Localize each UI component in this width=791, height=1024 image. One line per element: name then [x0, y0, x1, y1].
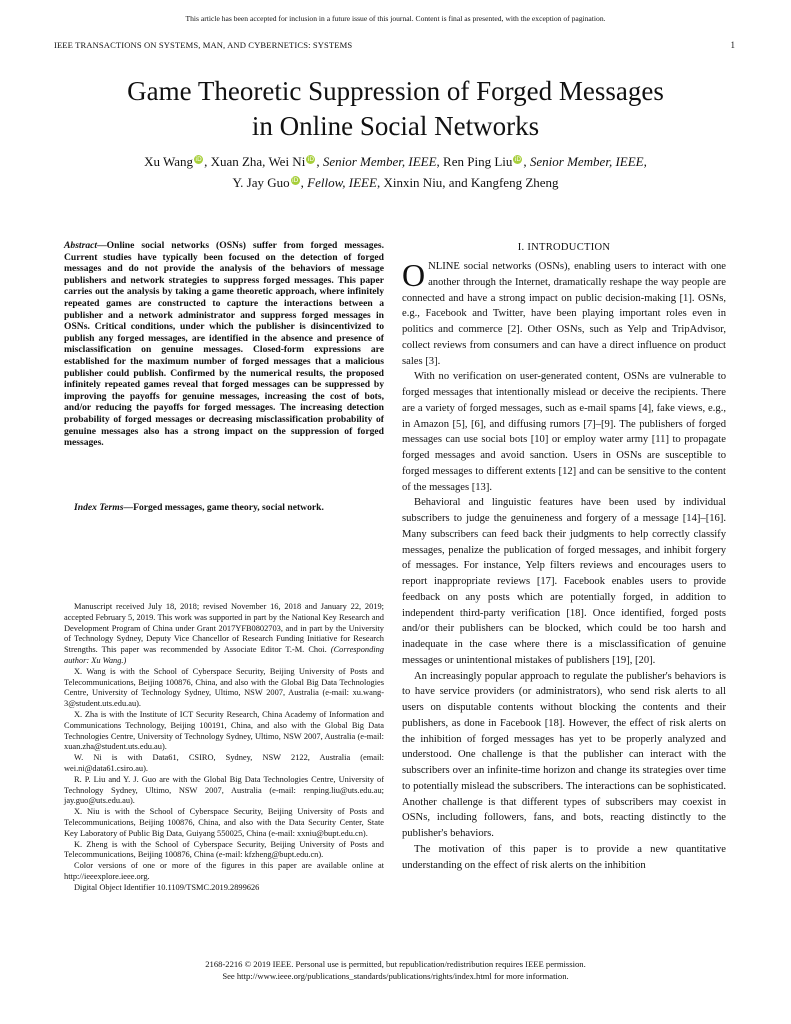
footnote-affiliation: X. Niu is with the School of Cyberspace Security, Beijing University of Posts and Telecommunications, Beijing 100876, China, and also with the Data Security Center, State Key Laboratory of Public Big Data, Guiyang 550025, China (e-mail: xxniu@bupt.edu.cn).	[64, 807, 384, 838]
author-role: Senior Member, IEEE	[322, 154, 437, 169]
paper-title	[40, 74, 751, 144]
footer-line-1: 2168-2216 © 2019 IEEE. Personal use is permitted, but republication/redistribution requires IEEE permission.	[205, 959, 586, 969]
author-line-1: Xu Wang iD , Xuan Zha, Wei Ni iD , Senior Member, IEEE, Ren Ping Liu iD , Senior Member, IEEE,	[144, 154, 647, 169]
title-line-2: in Online Social Networks	[251, 111, 540, 141]
intro-paragraph: With no verification on user-generated content, OSNs are vulnerable to forged messages that intentionally mislead or deceive the recipients. There are a variety of forged messages, such as e-mail spams [4], fake views, e.g., in Amazon [5], [6], and diffusing rumors [7]–[9]. The publishers of forged messages can use social bots [10] or employ water army [11] to propagate forged messages and avoid sanction. Users in OSNs are susceptible to forged messages to different extents [12] and can be sensitive to the content of the messages [13].	[402, 371, 726, 493]
author-name: , Ren Ping Liu	[436, 154, 513, 169]
index-terms-text: —Forged messages, game theory, social network.	[123, 502, 324, 513]
author-role: Senior Member, IEEE,	[529, 154, 647, 169]
footnote-affiliation: R. P. Liu and Y. J. Guo are with the Global Big Data Technologies Centre, University of Technology Sydney, Ultimo, NSW 2007, Australia (e-mail: renping.liu@uts.edu.au; jay.guo@uts.edu.au).	[64, 774, 384, 806]
introduction-body	[402, 259, 726, 873]
intro-paragraph: The motivation of this paper is to provide a new quantitative understanding on the effect of risk alerts on the inhibition	[402, 843, 726, 871]
author-name: Xu Wang	[144, 154, 194, 169]
abstract	[64, 240, 384, 449]
footnote-color-versions: Color versions of one or more of the figures in this paper are available online at http://ieeexplore.ieee.org.	[64, 861, 384, 881]
drop-cap: O	[402, 257, 426, 293]
corresponding-author: (Corresponding author: Xu Wang.)	[64, 645, 384, 665]
author-list	[60, 151, 731, 193]
running-head: IEEE TRANSACTIONS ON SYSTEMS, MAN, AND CYBERNETICS: SYSTEMS	[54, 40, 353, 50]
intro-paragraph	[402, 259, 726, 369]
abstract-text: —Online social networks (OSNs) suffer from forged messages. Current studies have typically been focused on the detection of forged messages and do not provide the analysis of the behaviors of message publishers and network strategies to suppress forged messages. This paper carries out the analysis by taking a game theoretic approach, where infinitely repeated games are constructed to capture the interactions between a publisher and a network administrator and suppress forged messages in OSNs. Critical conditions, under which the publisher is disincentivized to publish any forged messages, are identified in the absence and presence of misclassification on genuine messages. Closed-form expressions are established for the maximum number of forged messages that a malicious publisher could publish. Confirmed by the numerical results, the proposed infinitely repeated games reveal that forged messages can be suppressed by improving the payoffs for genuine messages, increasing the cost of bots, and/or reducing the payoffs for forged messages. The increasing detection probability of forged messages or decreasing misclassification probability of genuine messages also has a strong impact on the suppression of forged messages.	[64, 240, 384, 449]
author-role: Fellow, IEEE	[307, 175, 377, 190]
orcid-icon[interactable]: iD	[195, 156, 202, 163]
footnote-text: Manuscript received July 18, 2018; revised November 16, 2018 and January 22, 2019; accepted February 5, 2019. This work was supported in part by the National Key Research and Development Program of China under Grant 2017YFB0802703, and in part by the University of Technology Sydney, Deputy Vice Chancellor of Research Funding Initiative for Research Strengths. This paper was recommended by Associate Editor T.-M. Choi.	[64, 602, 384, 655]
footnote-affiliation: W. Ni is with Data61, CSIRO, Sydney, NSW 2122, Australia (email: wei.ni@data61.csiro.au).	[64, 753, 384, 773]
abstract-label: Abstract	[64, 240, 98, 251]
acceptance-notice: This article has been accepted for inclusion in a future issue of this journal. Content is final as presented, with the exception of pagination.	[185, 14, 606, 23]
footnote-affiliation: X. Zha is with the Institute of ICT Security Research, China Academy of Information and Communications Technology, Beijing 100191, China, and also with the Global Big Data Technologies Centre, University of Technology Sydney, Ultimo, NSW 2007, Australia (e-mail: xuan.zha@student.uts.edu.au).	[64, 709, 384, 752]
author-name: Y. Jay Guo	[232, 175, 290, 190]
author-line-2: Y. Jay Guo iD , Fellow, IEEE, Xinxin Niu, and Kangfeng Zheng	[232, 175, 559, 190]
copyright-footer	[0, 958, 791, 982]
title-line-1: Game Theoretic Suppression of Forged Messages	[127, 76, 664, 106]
footer-line-2: See http://www.ieee.org/publications_standards/publications/rights/index.html for more information.	[222, 971, 569, 981]
orcid-icon[interactable]: iD	[514, 156, 522, 163]
orcid-icon[interactable]: iD	[291, 177, 299, 184]
footnote-affiliation: X. Wang is with the School of Cyberspace Security, Beijing University of Posts and Telecommunications, Beijing 100876, China, and also with the Global Big Data Technologies Centre, University of Technology Sydney, Ultimo, NSW 2007, Australia (e-mail: xu.wang-3@student.uts.edu.au).	[64, 666, 384, 709]
footnote-affiliation: K. Zheng is with the School of Cyberspace Security, Beijing University of Posts and Telecommunications, Beijing 100876, China (e-mail: kfzheng@bupt.edu.cn).	[64, 839, 384, 860]
index-terms-label: Index Terms	[74, 502, 124, 513]
footnote-doi: Digital Object Identifier 10.1109/TSMC.2019.2899626	[74, 882, 260, 892]
index-terms	[64, 502, 384, 514]
section-heading: I. INTRODUCTION	[517, 242, 611, 253]
footnote-manuscript	[64, 602, 384, 667]
intro-paragraph: Behavioral and linguistic features have been used by individual subscribers to judge the genuineness and forgery of a message [14]–[16]. Many subscribers can feed back their judgments to help correctly classify messages, penalize the publication of forged messages, and inhibit forgery of messages. For instance, Yelp filters reviews and encourages users to report inappropriate reviews [17]. Facebook enables users to provide feedback on any posts which are potentially forged, in addition to independent third-party verification [18]. Once identified, forged posts and/or their publishers can be blocked, which could be too harsh and inadequate in the case where there is a misclassification of genuine messages or unintentional mistakes of publishers [19], [20].	[402, 497, 726, 666]
intro-paragraph: An increasingly popular approach to regulate the publisher's behaviors is to have service providers (or administrators), who send risk alerts to all users on disputable contents without blocking the contents and their publishers, as done in Facebook [18]. However, the effect of risk alerts on the inhibition of forged messages has yet to be properly analyzed and understood. One challenge is that the publisher can interact with the subscribers over an infinite-time horizon and change its strategies over time to potentially mislead the subscribers. The interactions can be sophisticated. Another challenge is that different types of subscribers may coexist in OSNs, including followers, fans, and bots, reacting distinctly to the publisher's behaviors.	[402, 670, 726, 839]
author-name: , Xinxin Niu, and Kangfeng Zheng	[376, 175, 559, 190]
author-name: , Xuan Zha, Wei Ni	[204, 154, 306, 169]
intro-paragraph-text: NLINE social networks (OSNs), enabling users to interact with one another through the Internet, dramatically reshape the way people are connected and have a strong impact on public decision-making [1]. OSNs, e.g., Facebook and Twitter, have been playing important roles even in politics and commerce [2]. Other OSNs, such as Yelp and TripAdvisor, collect reviews from consumers and can have a direct influence on product sales [3].	[402, 261, 726, 367]
page-number: 1	[730, 40, 735, 50]
orcid-icon[interactable]: iD	[307, 156, 314, 163]
footnotes	[64, 602, 384, 894]
